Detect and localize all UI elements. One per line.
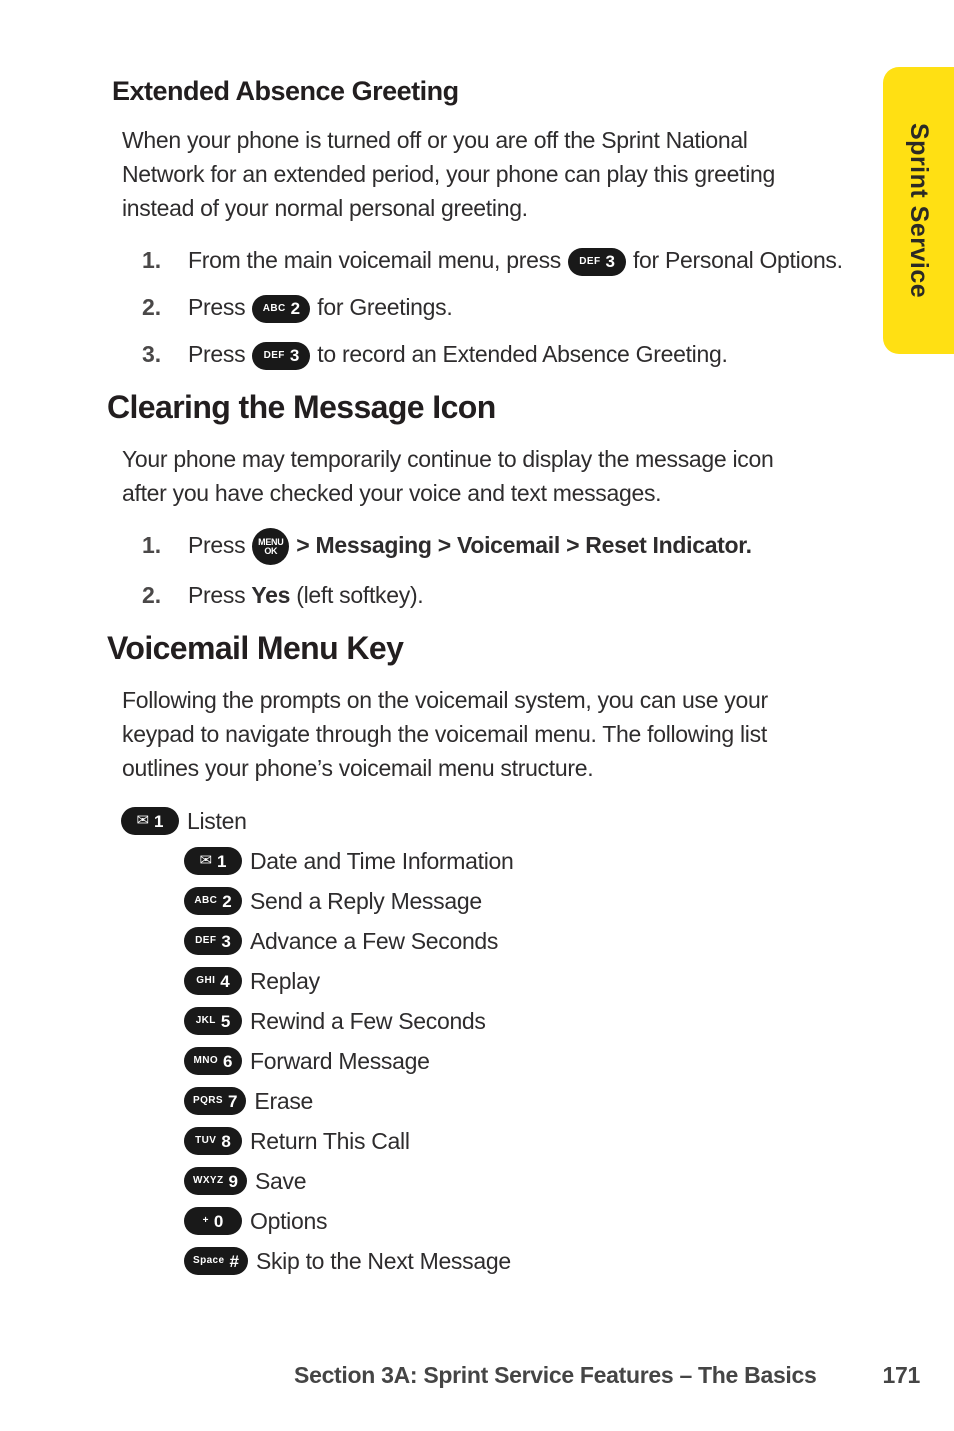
step-text-post: to record an Extended Absence Greeting. (317, 341, 728, 367)
key-label: Date and Time Information (250, 847, 514, 874)
footer-section-title: Section 3A: Sprint Service Features – The Basics (294, 1362, 817, 1388)
key-digit: 6 (223, 1051, 233, 1071)
step-number: 2. (142, 582, 162, 609)
key-letters: ABC (194, 895, 218, 907)
key-row (184, 1161, 887, 1201)
key-row (184, 1121, 887, 1161)
key-label: Skip to the Next Message (255, 1247, 511, 1274)
key-letters: TUV (195, 1135, 217, 1147)
step-text-post: (left softkey). (290, 582, 424, 609)
key-digit: 3 (605, 252, 615, 272)
step-text-post: for Greetings. (317, 294, 453, 320)
paragraph-extended-absence: When your phone is turned off or you are off the Sprint National Network for an extended period, your phone can play this greeting instead of your normal personal greeting. (122, 127, 776, 221)
step-text-pre: Press (188, 294, 246, 320)
paragraph-clearing-message-icon: Your phone may temporarily continue to display the message icon after you have checked your voice and text messages. (122, 446, 774, 506)
heading-clearing-message-icon: Clearing the Message Icon (107, 389, 496, 425)
menu-key-top-label: MENU (258, 536, 284, 547)
key-row (184, 1001, 887, 1041)
key-letters: PQRS (193, 1095, 223, 1107)
key-row (184, 921, 887, 961)
key-row-listen (121, 801, 887, 841)
menu-key-bottom-label: OK (264, 545, 278, 556)
heading-voicemail-menu-key: Voicemail Menu Key (107, 630, 404, 667)
key-letters: Space (193, 1255, 225, 1267)
step-item (142, 290, 887, 324)
key-digit: 1 (217, 851, 227, 871)
step-item (142, 528, 887, 565)
key-digit: 8 (221, 1131, 231, 1151)
step-item (142, 578, 887, 612)
key-label: Forward Message (250, 1047, 430, 1074)
keypad-key-7 (184, 1087, 246, 1115)
keypad-key-def3 (568, 248, 626, 276)
steps-clearing-message-icon (142, 528, 887, 612)
key-label: Erase (254, 1087, 314, 1114)
paragraph-voicemail-menu-key: Following the prompts on the voicemail system, you can use your keypad to navigate through the voicemail menu. The following list outlines your phone’s voicemail menu structure. (122, 687, 768, 782)
key-letters: DEF (195, 935, 217, 947)
key-label: Listen (187, 807, 247, 834)
step-text-post: for Personal Options. (632, 247, 843, 273)
key-letters: DEF (579, 255, 601, 267)
key-label: Replay (250, 967, 320, 994)
step-number: 3. (142, 341, 162, 367)
key-digit: 2 (290, 299, 300, 319)
key-letters: JKL (195, 1015, 216, 1027)
menu-path-text: > Messaging > Voicemail > Reset Indicator. (296, 532, 752, 558)
step-number: 1. (142, 532, 162, 558)
keypad-key-4 (184, 967, 242, 995)
keypad-key-def3 (252, 342, 310, 370)
step-number: 1. (142, 247, 162, 273)
key-row (184, 1081, 887, 1121)
key-label: Rewind a Few Seconds (250, 1007, 486, 1034)
key-label: Options (250, 1207, 328, 1234)
key-digit: 3 (221, 931, 231, 951)
keypad-key-5 (184, 1007, 242, 1035)
step-text (188, 243, 843, 277)
step-item (142, 243, 887, 277)
key-letters: + (202, 1215, 209, 1227)
envelope-icon: ✉ (199, 852, 213, 870)
key-letters: ABC (262, 302, 286, 314)
key-digit: 5 (220, 1011, 231, 1031)
key-digit: 0 (213, 1211, 224, 1231)
step-number: 2. (142, 294, 162, 320)
key-letters: MNO (193, 1055, 219, 1067)
section-tab (883, 67, 954, 354)
key-row (184, 1201, 887, 1241)
key-digit: 2 (222, 891, 232, 911)
key-row (184, 961, 887, 1001)
key-digit: 4 (220, 971, 230, 991)
step-text-pre: From the main voicemail menu, press (188, 247, 561, 273)
key-digit: 1 (154, 811, 164, 831)
keypad-key-9 (184, 1167, 247, 1195)
menu-ok-key-icon (252, 528, 289, 565)
steps-extended-absence (142, 243, 887, 371)
step-text (188, 528, 752, 565)
softkey-label: Yes (251, 582, 291, 609)
page-number: 171 (882, 1362, 920, 1388)
keypad-key-pound (184, 1247, 248, 1275)
keypad-key-1 (184, 847, 242, 875)
keypad-key-0 (184, 1207, 242, 1235)
key-row (184, 881, 887, 921)
key-label: Return This Call (250, 1127, 410, 1154)
keypad-key-1 (121, 807, 179, 835)
key-row (184, 1041, 887, 1081)
step-text-pre: Press (188, 532, 246, 558)
key-digit: 3 (289, 346, 299, 366)
keypad-key-2 (184, 887, 242, 915)
section-tab-label: Sprint Service (905, 122, 933, 299)
heading-extended-absence-greeting: Extended Absence Greeting (112, 76, 459, 106)
keypad-key-8 (184, 1127, 242, 1155)
step-text (188, 337, 728, 371)
step-text-pre: Press (188, 582, 246, 609)
key-label: Advance a Few Seconds (250, 927, 499, 954)
step-text (188, 290, 452, 324)
key-row (184, 841, 887, 881)
voicemail-key-list (107, 801, 887, 1281)
step-item (142, 337, 887, 371)
step-text-pre: Press (188, 341, 246, 367)
key-digit: 9 (228, 1171, 238, 1191)
key-letters: DEF (263, 349, 285, 361)
keypad-key-3 (184, 927, 242, 955)
step-text (188, 578, 423, 612)
envelope-icon: ✉ (136, 812, 150, 830)
key-letters: WXYZ (193, 1175, 224, 1187)
keypad-key-abc2 (252, 295, 310, 323)
page-footer (0, 1362, 920, 1389)
key-digit: # (229, 1251, 239, 1271)
key-letters: GHI (196, 975, 216, 987)
keypad-key-6 (184, 1047, 242, 1075)
key-digit: 7 (227, 1091, 238, 1111)
key-label: Send a Reply Message (250, 887, 482, 914)
key-row (184, 1241, 887, 1281)
key-label: Save (254, 1167, 307, 1194)
